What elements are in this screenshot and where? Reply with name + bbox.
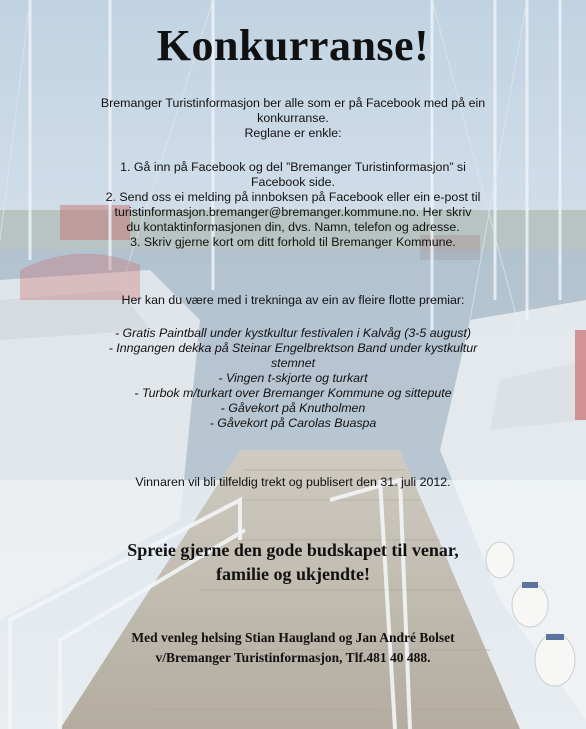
share-line: familie og ukjendte! xyxy=(216,564,370,584)
share-line: Spreie gjerne den gode budskapet til venar, xyxy=(127,540,459,560)
intro-line: Reglane er enkle: xyxy=(244,126,342,140)
prize-item: - Gåvekort på Carolas Buaspa xyxy=(209,416,377,430)
step-line: 2. Send oss ei melding på innboksen på Facebook eller ein e-post til xyxy=(105,190,481,204)
prizes-intro: Her kan du være med i trekninga av ein av fleire flotte premiar: xyxy=(121,293,465,307)
share-call-to-action xyxy=(0,538,586,586)
prizes-list xyxy=(0,326,586,431)
intro-line: konkurranse. xyxy=(257,111,329,125)
prize-item: - Gratis Paintball under kystkultur festivalen i Kalvåg (3-5 august) xyxy=(114,326,472,340)
step-line: 3. Skriv gjerne kort om ditt forhold til Bremanger Kommune. xyxy=(130,235,456,249)
prize-item: - Gåvekort på Knutholmen xyxy=(220,401,366,415)
steps-list xyxy=(0,160,586,250)
prize-item: - Turbok m/turkart over Bremanger Kommune og sittepute xyxy=(134,386,452,400)
step-line: Facebook side. xyxy=(250,175,336,189)
signature-line: v/Bremanger Turistinformasjon, Tlf.481 40 488. xyxy=(155,650,431,665)
prize-item: stemnet xyxy=(270,356,316,370)
step-line: turistinformasjon.bremanger@bremanger.kommune.no. Her skriv xyxy=(114,205,472,219)
winner-notice: Vinnaren vil bli tilfeldig trekt og publisert den 31. juli 2012. xyxy=(135,475,451,489)
step-line: 1. Gå inn på Facebook og del ”Bremanger Turistinformasjon” si xyxy=(120,160,466,174)
prize-item: - Vingen t-skjorte og turkart xyxy=(218,371,368,385)
intro-paragraph xyxy=(0,96,586,141)
page-title: Konkurranse! xyxy=(156,21,430,70)
signature xyxy=(0,628,586,668)
intro-line: Bremanger Turistinformasjon ber alle som er på Facebook med på ein xyxy=(100,96,486,110)
signature-line: Med venleg helsing Stian Haugland og Jan André Bolset xyxy=(131,630,455,645)
prize-item: - Inngangen dekka på Steinar Engelbrektson Band under kystkultur xyxy=(108,341,478,355)
step-line: du kontaktinformasjonen din, dvs. Namn, telefon og adresse. xyxy=(126,220,460,234)
